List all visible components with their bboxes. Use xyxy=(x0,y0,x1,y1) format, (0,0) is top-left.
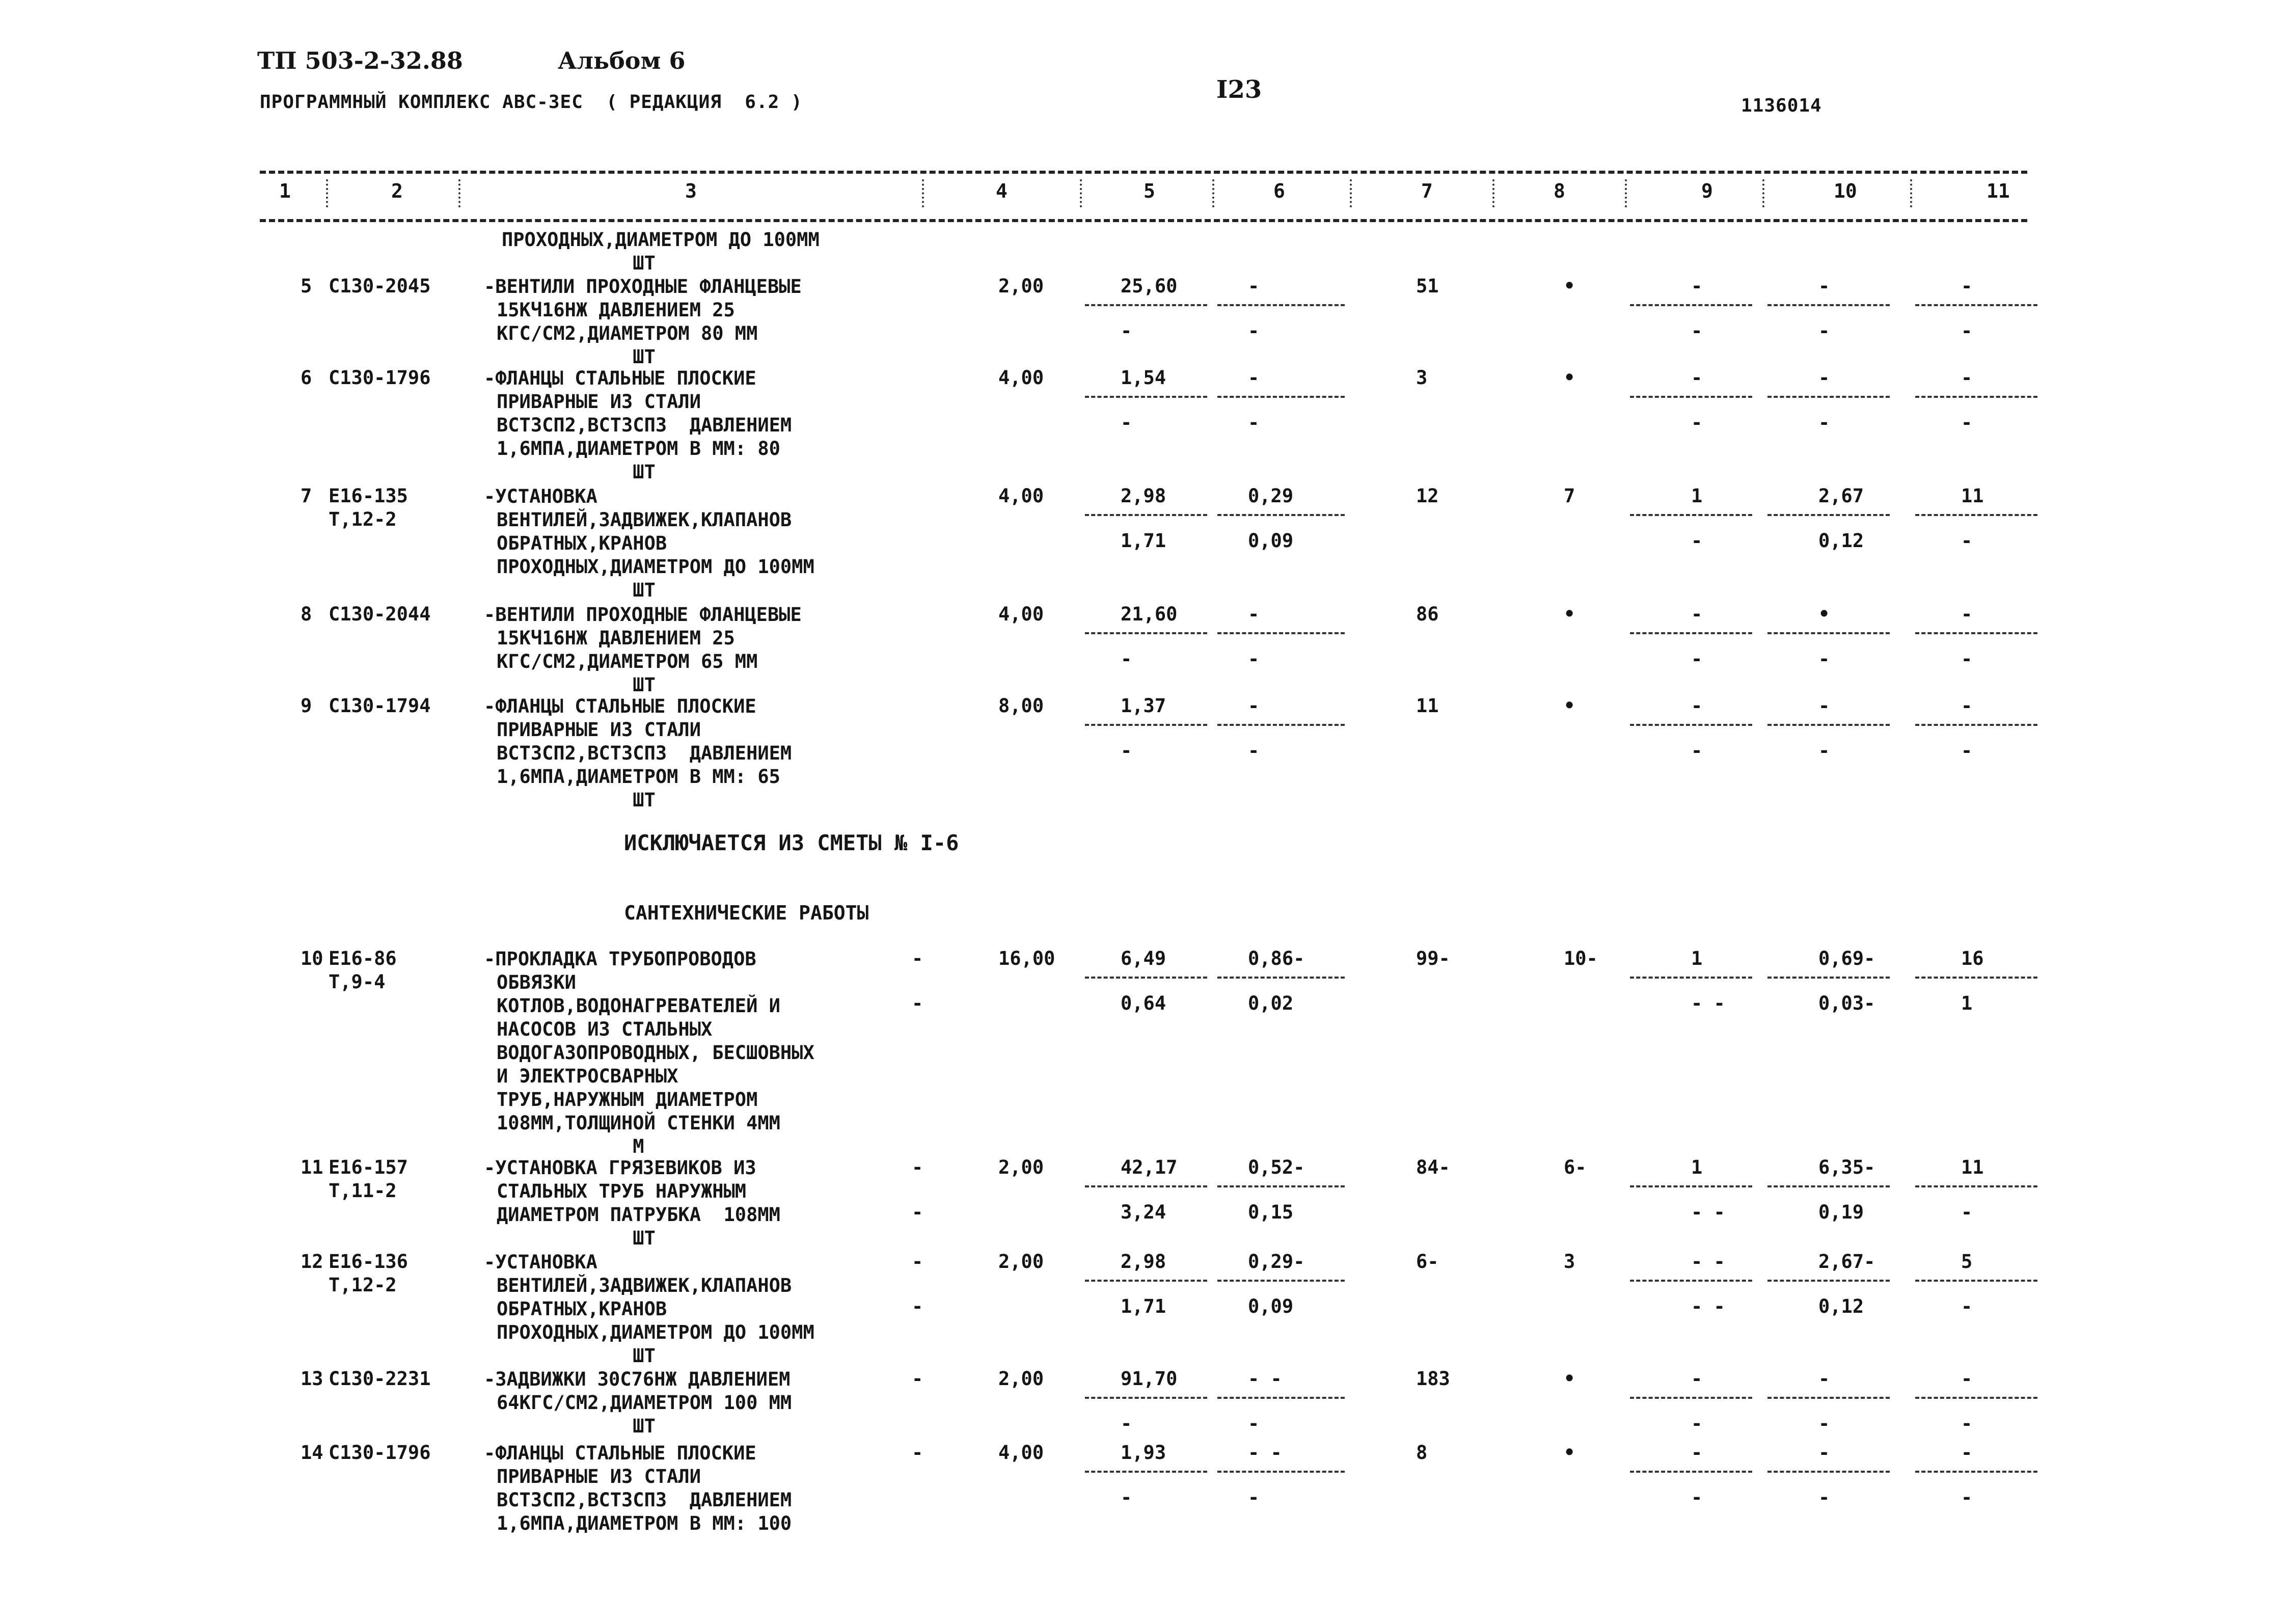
cell-divider xyxy=(1915,1185,2037,1187)
cell-total-wages: • xyxy=(1564,275,1575,297)
cell-unit-price: 2,98 xyxy=(1121,485,1166,507)
item-description-line: ПРОХОДНЫХ,ДИАМЕТРОМ ДО 100ММ xyxy=(497,1321,814,1343)
cell-total-cost: 11 xyxy=(1416,695,1439,717)
cell-divider xyxy=(1915,514,2037,516)
cell-divider xyxy=(1915,977,2037,979)
cell-c4: - xyxy=(912,1156,923,1178)
rate-table-ref: Т,12-2 xyxy=(329,1274,397,1296)
cell-labor-cost: - xyxy=(1818,1368,1830,1390)
cell-wage-price: - - xyxy=(1248,1368,1282,1390)
item-description-line: ПРОХОДНЫХ,ДИАМЕТРОМ ДО 100ММ xyxy=(502,229,820,251)
cell-labor-cost-2: - xyxy=(1818,648,1830,670)
item-description-line: ШТ xyxy=(497,1415,656,1437)
cell-machine-cost-2: - xyxy=(1691,412,1703,434)
item-description-line: -ВЕНТИЛИ ПРОХОДНЫЕ ФЛАНЦЕВЫЕ xyxy=(484,276,802,297)
column-header-7: 7 xyxy=(1421,180,1433,202)
item-description-line: -УСТАНОВКА xyxy=(484,1251,597,1273)
cell-divider xyxy=(1085,1185,1207,1187)
cell-unit-price-2: - xyxy=(1121,1413,1132,1434)
cell-divider xyxy=(1630,1471,1752,1473)
row-number: 11 xyxy=(301,1156,323,1178)
item-description-line: 15КЧ16НЖ ДАВЛЕНИЕМ 25 xyxy=(497,299,735,321)
cell-total-wages: • xyxy=(1564,603,1575,625)
cell-labor-cost-2: 0,12 xyxy=(1818,1295,1864,1317)
column-header-2: 2 xyxy=(391,180,403,202)
rate-code: Е16-136 xyxy=(329,1251,408,1273)
cell-divider xyxy=(1915,1397,2037,1399)
cell-unit-price-2: 1,71 xyxy=(1121,530,1166,552)
cell-labor-total: 11 xyxy=(1961,1156,1984,1178)
cell-labor-cost: 6,35- xyxy=(1818,1156,1875,1178)
item-description-line: ВЕНТИЛЕЙ,ЗАДВИЖЕК,КЛАПАНОВ xyxy=(497,509,792,531)
row-number: 7 xyxy=(301,485,312,507)
cell-wage-price-2: 0,02 xyxy=(1248,992,1294,1014)
item-description-line: НАСОСОВ ИЗ СТАЛЬНЫХ xyxy=(497,1018,713,1040)
cell-labor-cost-2: - xyxy=(1818,412,1830,434)
cell-divider xyxy=(1915,396,2037,398)
cell-machine-cost: 1 xyxy=(1691,485,1703,507)
rate-table-ref: Т,11-2 xyxy=(329,1180,397,1202)
rate-code: Е16-157 xyxy=(329,1156,408,1178)
cell-machine-cost-2: - xyxy=(1691,1413,1703,1434)
cell-unit-price-2: 0,64 xyxy=(1121,992,1166,1014)
cell-labor-total: 16 xyxy=(1961,948,1984,969)
cell-machine-cost: - xyxy=(1691,275,1703,297)
cell-labor-cost-2: - xyxy=(1818,1486,1830,1508)
cell-labor-cost: 0,69- xyxy=(1818,948,1875,969)
cell-quantity: 2,00 xyxy=(998,275,1044,297)
cell-total-cost: 99- xyxy=(1416,948,1450,969)
item-description-line: -УСТАНОВКА xyxy=(484,485,597,507)
cell-machine-cost-2: - - xyxy=(1691,1295,1725,1317)
cell-total-cost: 84- xyxy=(1416,1156,1450,1178)
cell-machine-cost: 1 xyxy=(1691,1156,1703,1178)
column-separator xyxy=(1212,179,1214,207)
row-number: 9 xyxy=(301,695,312,717)
cell-total-cost: 12 xyxy=(1416,485,1439,507)
cell-unit-price: 21,60 xyxy=(1121,603,1178,625)
cell-divider xyxy=(1630,1185,1752,1187)
cell-c4: - xyxy=(912,1442,923,1464)
cell-unit-price: 1,37 xyxy=(1121,695,1166,717)
cell-labor-total-2: - xyxy=(1961,1295,1973,1317)
program-title: ПРОГРАММНЫЙ КОМПЛЕКС АВС-ЗЕС ( РЕДАКЦИЯ 6.2 ) xyxy=(260,92,803,113)
cell-labor-cost: - xyxy=(1818,1442,1830,1464)
item-description-line: -ВЕНТИЛИ ПРОХОДНЫЕ ФЛАНЦЕВЫЕ xyxy=(484,604,802,626)
cell-labor-cost-2: 0,19 xyxy=(1818,1201,1864,1223)
cell-total-wages: • xyxy=(1564,695,1575,717)
column-header-5: 5 xyxy=(1144,180,1155,202)
item-description-line: 108ММ,ТОЛЩИНОЙ СТЕНКИ 4ММ xyxy=(497,1112,780,1134)
item-description-line: ШТ xyxy=(497,346,656,368)
cell-divider xyxy=(1085,977,1207,979)
cell-unit-price-2: 1,71 xyxy=(1121,1295,1166,1317)
rate-code: Е16-135 xyxy=(329,485,408,507)
cell-machine-cost: 1 xyxy=(1691,948,1703,969)
column-header-1: 1 xyxy=(279,180,291,202)
cell-divider xyxy=(1630,724,1752,726)
item-description-line: ШТ xyxy=(497,789,656,811)
cell-total-wages: 3 xyxy=(1564,1251,1575,1273)
cell-unit-price: 1,93 xyxy=(1121,1442,1166,1464)
cell-divider xyxy=(1630,1280,1752,1282)
rate-code: Е16-86 xyxy=(329,948,397,969)
cell-divider xyxy=(1085,1471,1207,1473)
row-number: 10 xyxy=(301,948,323,969)
item-description-line: ТРУБ,НАРУЖНЫМ ДИАМЕТРОМ xyxy=(497,1089,758,1111)
cell-labor-cost-2: 0,12 xyxy=(1818,530,1864,552)
column-separator xyxy=(1492,179,1494,207)
column-header-10: 10 xyxy=(1834,180,1857,202)
item-description-line: -ФЛАНЦЫ СТАЛЬНЫЕ ПЛОСКИЕ xyxy=(484,1442,756,1464)
cell-divider xyxy=(1915,1280,2037,1282)
cell-labor-total: 11 xyxy=(1961,485,1984,507)
cell-divider xyxy=(1217,1280,1345,1282)
cell-labor-cost: 2,67- xyxy=(1818,1251,1875,1273)
cell-labor-total-2: - xyxy=(1961,320,1973,342)
cell-unit-price-2: 3,24 xyxy=(1121,1201,1166,1223)
cell-labor-total: - xyxy=(1961,275,1973,297)
cell-labor-total-2: - xyxy=(1961,530,1973,552)
item-description-line: 64КГС/СМ2,ДИАМЕТРОМ 100 ММ xyxy=(497,1392,792,1414)
cell-divider xyxy=(1767,1471,1890,1473)
cell-quantity: 16,00 xyxy=(998,948,1055,969)
cell-total-wages: • xyxy=(1564,1442,1575,1464)
cell-c4: - xyxy=(912,1251,923,1273)
row-number: 8 xyxy=(301,603,312,625)
cell-machine-cost-2: - - xyxy=(1691,992,1725,1014)
cell-divider xyxy=(1217,1471,1345,1473)
cell-labor-total-2: - xyxy=(1961,412,1973,434)
item-description-line: -ФЛАНЦЫ СТАЛЬНЫЕ ПЛОСКИЕ xyxy=(484,367,756,389)
cell-divider xyxy=(1915,724,2037,726)
cell-divider xyxy=(1085,396,1207,398)
cell-divider xyxy=(1767,724,1890,726)
item-description-line: КГС/СМ2,ДИАМЕТРОМ 65 ММ xyxy=(497,651,758,672)
column-separator xyxy=(326,179,328,207)
cell-labor-cost-2: 0,03- xyxy=(1818,992,1875,1014)
cell-total-wages: 6- xyxy=(1564,1156,1587,1178)
column-header-6: 6 xyxy=(1273,180,1285,202)
cell-labor-total: - xyxy=(1961,1442,1973,1464)
header-bottom-rule xyxy=(260,219,2027,222)
item-description-line: -УСТАНОВКА ГРЯЗЕВИКОВ ИЗ xyxy=(484,1157,756,1179)
item-description-line: И ЭЛЕКТРОСВАРНЫХ xyxy=(497,1065,678,1087)
column-separator xyxy=(458,179,460,207)
cell-divider xyxy=(1767,304,1890,306)
cell-unit-price: 1,54 xyxy=(1121,367,1166,389)
cell-labor-total-2: - xyxy=(1961,740,1973,762)
cell-machine-cost: - xyxy=(1691,1368,1703,1390)
cell-labor-total: - xyxy=(1961,1368,1973,1390)
cell-total-wages: 7 xyxy=(1564,485,1575,507)
cell-wage-price-2: - xyxy=(1248,1486,1260,1508)
item-description-line: 1,6МПА,ДИАМЕТРОМ В ММ: 80 xyxy=(497,438,780,459)
cell-divider xyxy=(1085,632,1207,634)
cell-divider xyxy=(1085,304,1207,306)
item-description-line: ВОДОГАЗОПРОВОДНЫХ, БЕСШОВНЫХ xyxy=(497,1042,814,1064)
item-description-line: ВЕНТИЛЕЙ,ЗАДВИЖЕК,КЛАПАНОВ xyxy=(497,1275,792,1296)
cell-labor-cost-2: - xyxy=(1818,320,1830,342)
cell-divider xyxy=(1217,632,1345,634)
cell-unit-price-2: - xyxy=(1121,648,1132,670)
cell-divider xyxy=(1217,514,1345,516)
cell-quantity: 2,00 xyxy=(998,1156,1044,1178)
item-description-line: 1,6МПА,ДИАМЕТРОМ В ММ: 65 xyxy=(497,766,780,788)
cell-unit-price: 25,60 xyxy=(1121,275,1178,297)
cell-labor-cost-2: - xyxy=(1818,740,1830,762)
doc-code: ТП 503-2-32.88 xyxy=(257,47,463,74)
cell-wage-price: - xyxy=(1248,695,1260,717)
column-header-11: 11 xyxy=(1986,180,2010,202)
item-description-line: ШТ xyxy=(497,1345,656,1367)
cell-divider xyxy=(1085,514,1207,516)
cell-divider xyxy=(1767,514,1890,516)
cell-labor-total-2: 1 xyxy=(1961,992,1973,1014)
item-description-line: М xyxy=(497,1135,644,1157)
cell-labor-cost: - xyxy=(1818,695,1830,717)
cell-labor-total: - xyxy=(1961,695,1973,717)
item-description-line: ШТ xyxy=(497,1227,656,1249)
rate-code: С130-2231 xyxy=(329,1368,431,1390)
item-description-line: ШТ xyxy=(497,674,656,696)
item-description-line: -ПРОКЛАДКА ТРУБОПРОВОДОВ xyxy=(484,948,756,970)
cell-wage-price: - xyxy=(1248,367,1260,389)
cell-divider xyxy=(1630,304,1752,306)
item-description-line: -ФЛАНЦЫ СТАЛЬНЫЕ ПЛОСКИЕ xyxy=(484,695,756,717)
item-description-line: ДИАМЕТРОМ ПАТРУБКА 108ММ xyxy=(497,1204,780,1226)
column-header-8: 8 xyxy=(1554,180,1565,202)
cell-divider xyxy=(1767,1280,1890,1282)
item-description-line: ПРОХОДНЫХ,ДИАМЕТРОМ ДО 100ММ xyxy=(497,556,814,578)
item-description-line: ВСТ3СП2,ВСТ3СП3 ДАВЛЕНИЕМ xyxy=(497,1489,792,1511)
cell-labor-cost-2: - xyxy=(1818,1413,1830,1434)
column-separator xyxy=(1350,179,1352,207)
row-number: 12 xyxy=(301,1251,323,1273)
cell-unit-price: 42,17 xyxy=(1121,1156,1178,1178)
cell-machine-cost-2: - - xyxy=(1691,1201,1725,1223)
section-title: САНТЕХНИЧЕСКИЕ РАБОТЫ xyxy=(624,902,869,924)
cell-wage-price-2: 0,09 xyxy=(1248,530,1294,552)
cell-unit-price: 91,70 xyxy=(1121,1368,1178,1390)
cell-quantity: 4,00 xyxy=(998,367,1044,389)
item-description-line: СТАЛЬНЫХ ТРУБ НАРУЖНЫМ xyxy=(497,1180,747,1202)
cell-total-cost: 51 xyxy=(1416,275,1439,297)
album-label: Альбом 6 xyxy=(558,47,686,74)
cell-total-cost: 8 xyxy=(1416,1442,1428,1464)
cell-total-cost: 86 xyxy=(1416,603,1439,625)
row-number: 5 xyxy=(301,275,312,297)
cell-unit-price-2: - xyxy=(1121,740,1132,762)
rate-code: С130-1796 xyxy=(329,1442,431,1464)
cell-wage-price-2: 0,09 xyxy=(1248,1295,1294,1317)
cell-labor-cost: - xyxy=(1818,275,1830,297)
cell-quantity: 2,00 xyxy=(998,1251,1044,1273)
rate-code: С130-2044 xyxy=(329,603,431,625)
cell-total-wages: • xyxy=(1564,367,1575,389)
cell-wage-price-2: - xyxy=(1248,740,1260,762)
cell-wage-price: - xyxy=(1248,603,1260,625)
cell-total-wages: 10- xyxy=(1564,948,1598,969)
row-number: 6 xyxy=(301,367,312,389)
cell-labor-total: - xyxy=(1961,367,1973,389)
cell-wage-price-2: - xyxy=(1248,648,1260,670)
column-header-9: 9 xyxy=(1701,180,1713,202)
column-header-4: 4 xyxy=(996,180,1008,202)
item-description-line: КОТЛОВ,ВОДОНАГРЕВАТЕЛЕЙ И xyxy=(497,995,780,1017)
column-header-3: 3 xyxy=(685,180,697,202)
cell-labor-total: - xyxy=(1961,603,1973,625)
item-description-line: ВСТ3СП2,ВСТ3СП3 ДАВЛЕНИЕМ xyxy=(497,414,792,436)
cell-c4: - xyxy=(912,1201,923,1223)
column-separator xyxy=(1910,179,1912,207)
item-description-line: ШТ xyxy=(497,579,656,601)
cell-labor-cost: • xyxy=(1818,603,1830,625)
cell-divider xyxy=(1915,632,2037,634)
cell-divider xyxy=(1630,514,1752,516)
cell-unit-price: 6,49 xyxy=(1121,948,1166,969)
excluded-note: ИСКЛЮЧАЕТСЯ ИЗ СМЕТЫ № I-6 xyxy=(624,830,959,855)
item-description-line: 15КЧ16НЖ ДАВЛЕНИЕМ 25 xyxy=(497,627,735,649)
cell-wage-price: - xyxy=(1248,275,1260,297)
cell-labor-cost: - xyxy=(1818,367,1830,389)
item-description-line: 1,6МПА,ДИАМЕТРОМ В ММ: 100 xyxy=(497,1512,792,1534)
cell-divider xyxy=(1767,1185,1890,1187)
cell-divider xyxy=(1915,1471,2037,1473)
cell-divider xyxy=(1767,1397,1890,1399)
cell-machine-cost: - xyxy=(1691,695,1703,717)
column-separator xyxy=(1625,179,1627,207)
cell-total-cost: 6- xyxy=(1416,1251,1439,1273)
cell-machine-cost-2: - xyxy=(1691,740,1703,762)
cell-quantity: 2,00 xyxy=(998,1368,1044,1390)
cell-unit-price-2: - xyxy=(1121,320,1132,342)
cell-quantity: 8,00 xyxy=(998,695,1044,717)
cell-wage-price: 0,52- xyxy=(1248,1156,1305,1178)
cell-divider xyxy=(1630,977,1752,979)
cell-divider xyxy=(1217,396,1345,398)
cell-quantity: 4,00 xyxy=(998,603,1044,625)
cell-divider xyxy=(1630,396,1752,398)
cell-divider xyxy=(1630,632,1752,634)
item-description-line: ПРИВАРНЫЕ ИЗ СТАЛИ xyxy=(497,719,701,741)
cell-divider xyxy=(1217,304,1345,306)
cell-divider xyxy=(1630,1397,1752,1399)
cell-machine-cost: - xyxy=(1691,367,1703,389)
cell-machine-cost-2: - xyxy=(1691,648,1703,670)
cell-wage-price-2: - xyxy=(1248,412,1260,434)
cell-wage-price-2: - xyxy=(1248,1413,1260,1434)
rate-code: С130-1794 xyxy=(329,695,431,717)
cell-labor-total-2: - xyxy=(1961,648,1973,670)
item-description-line: ОБРАТНЫХ,КРАНОВ xyxy=(497,1298,667,1320)
cell-wage-price: - - xyxy=(1248,1442,1282,1464)
cell-labor-total-2: - xyxy=(1961,1486,1973,1508)
cell-divider xyxy=(1915,304,2037,306)
cell-c4: - xyxy=(912,1295,923,1317)
cell-c4: - xyxy=(912,1368,923,1390)
item-description-line: ОБВЯЗКИ xyxy=(497,971,576,993)
header-top-rule xyxy=(260,171,2027,174)
cell-labor-total: 5 xyxy=(1961,1251,1973,1273)
cell-machine-cost-2: - xyxy=(1691,530,1703,552)
cell-wage-price-2: 0,15 xyxy=(1248,1201,1294,1223)
cell-labor-total-2: - xyxy=(1961,1201,1973,1223)
cell-machine-cost: - - xyxy=(1691,1251,1725,1273)
cell-divider xyxy=(1217,724,1345,726)
cell-wage-price: 0,29 xyxy=(1248,485,1294,507)
cell-divider xyxy=(1217,977,1345,979)
cell-divider xyxy=(1767,396,1890,398)
item-description-line: ВСТ3СП2,ВСТ3СП3 ДАВЛЕНИЕМ xyxy=(497,742,792,764)
cell-machine-cost: - xyxy=(1691,603,1703,625)
cell-unit-price-2: - xyxy=(1121,412,1132,434)
item-description-line: ОБРАТНЫХ,КРАНОВ xyxy=(497,532,667,554)
cell-labor-total-2: - xyxy=(1961,1413,1973,1434)
cell-c4: - xyxy=(912,948,923,969)
cell-wage-price: 0,86- xyxy=(1248,948,1305,969)
cell-divider xyxy=(1217,1397,1345,1399)
column-separator xyxy=(1080,179,1082,207)
column-separator xyxy=(1762,179,1764,207)
item-description-line: ШТ xyxy=(497,461,656,483)
cell-divider xyxy=(1767,977,1890,979)
cell-divider xyxy=(1217,1185,1345,1187)
item-description-line: ПРИВАРНЫЕ ИЗ СТАЛИ xyxy=(497,1466,701,1487)
cell-divider xyxy=(1767,632,1890,634)
rate-code: С130-1796 xyxy=(329,367,431,389)
row-number: 14 xyxy=(301,1442,323,1464)
item-description-line: ПРИВАРНЫЕ ИЗ СТАЛИ xyxy=(497,391,701,413)
cell-unit-price-2: - xyxy=(1121,1486,1132,1508)
row-number: 13 xyxy=(301,1368,323,1390)
cell-unit-price: 2,98 xyxy=(1121,1251,1166,1273)
cell-total-cost: 3 xyxy=(1416,367,1428,389)
item-description-line: КГС/СМ2,ДИАМЕТРОМ 80 ММ xyxy=(497,322,758,344)
cell-divider xyxy=(1085,1280,1207,1282)
cell-labor-cost: 2,67 xyxy=(1818,485,1864,507)
rate-code: С130-2045 xyxy=(329,275,431,297)
cell-quantity: 4,00 xyxy=(998,1442,1044,1464)
cell-machine-cost-2: - xyxy=(1691,1486,1703,1508)
cell-c4: - xyxy=(912,992,923,1014)
cell-divider xyxy=(1085,1397,1207,1399)
column-separator xyxy=(922,179,924,207)
cell-divider xyxy=(1085,724,1207,726)
cell-machine-cost-2: - xyxy=(1691,320,1703,342)
cell-total-cost: 183 xyxy=(1416,1368,1450,1390)
page-number: I23 xyxy=(1216,75,1262,104)
cell-quantity: 4,00 xyxy=(998,485,1044,507)
rate-table-ref: Т,9-4 xyxy=(329,971,386,993)
item-description-line: -ЗАДВИЖКИ 30С76НЖ ДАВЛЕНИЕМ xyxy=(484,1368,791,1390)
rate-table-ref: Т,12-2 xyxy=(329,508,397,530)
cell-machine-cost: - xyxy=(1691,1442,1703,1464)
cell-total-wages: • xyxy=(1564,1368,1575,1390)
item-description-line: ШТ xyxy=(497,252,656,274)
doc-number: 1136014 xyxy=(1741,95,1822,116)
cell-wage-price: 0,29- xyxy=(1248,1251,1305,1273)
cell-wage-price-2: - xyxy=(1248,320,1260,342)
